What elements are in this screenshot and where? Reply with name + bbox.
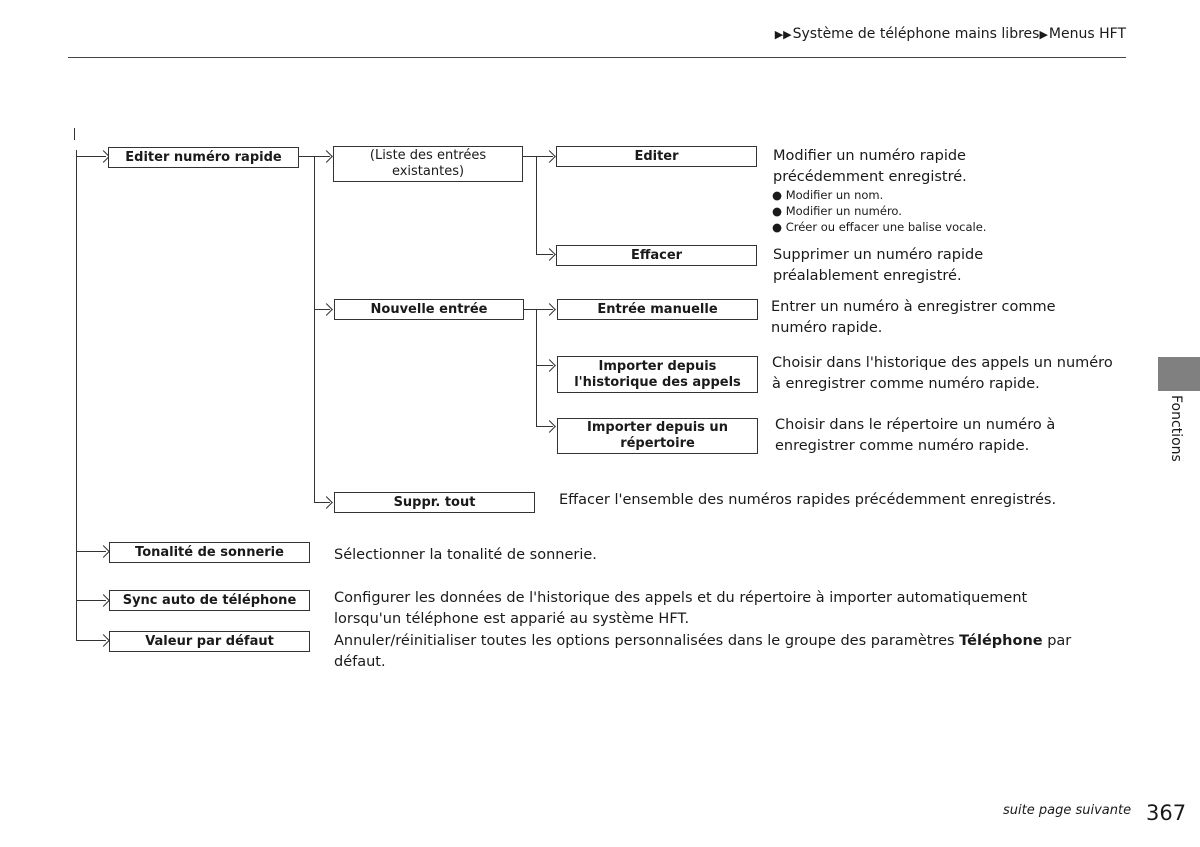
menu-label: Valeur par défaut [145, 633, 274, 649]
description-text: par défaut. [334, 633, 1072, 670]
arrow-icon [543, 150, 556, 163]
manual-entry-description: Entrer un numéro à enregistrer comme numéro rapide. [771, 299, 1056, 336]
menu-box-default [109, 631, 310, 652]
menu-label: Tonalité de sonnerie [135, 544, 284, 560]
delete-all-description: Effacer l'ensemble des numéros rapides précédemment enregistrés. [559, 492, 1057, 508]
triangle-icon: ▶▶ [774, 28, 792, 41]
header-divider [68, 57, 1126, 58]
arrow-icon [543, 420, 556, 433]
list-item [772, 187, 1072, 203]
menu-label: Editer numéro rapide [125, 149, 282, 165]
bullet-icon: ● [772, 188, 786, 202]
import-call-history-description: Choisir dans l'historique des appels un numéro à enregistrer comme numéro rapide. [772, 355, 1113, 392]
menu-box-auto-sync [109, 590, 310, 611]
import-phonebook-description: Choisir dans le répertoire un numéro à enregistrer comme numéro rapide. [775, 417, 1056, 454]
menu-box-edit-speed-dial [108, 147, 299, 168]
menu-label: Importer depuis l'historique des appels [574, 358, 741, 390]
bullet-text: Créer ou effacer une balise vocale. [785, 220, 987, 234]
list-item [772, 219, 1072, 235]
menu-box-manual-entry [557, 299, 758, 320]
arrow-icon [320, 303, 333, 316]
menu-box-new-entry [334, 299, 524, 320]
arrow-icon [97, 594, 110, 607]
bullet-text: Modifier un numéro. [785, 204, 902, 218]
breadcrumb [775, 26, 1126, 42]
ringtone-description: Sélectionner la tonalité de sonnerie. [334, 547, 597, 563]
triangle-icon: ▶ [1039, 28, 1048, 41]
page-number: 367 [1146, 801, 1187, 825]
edit-description: Modifier un numéro rapide précédemment enregistré. [773, 148, 967, 185]
continued-note: suite page suivante [1003, 803, 1132, 818]
menu-label: Editer [634, 148, 679, 164]
arrow-icon [543, 303, 556, 316]
menu-label: Importer depuis un répertoire [587, 420, 728, 451]
section-tab [1158, 357, 1200, 391]
arrow-icon [543, 359, 556, 372]
bullet-icon: ● [772, 204, 786, 218]
bullet-icon: ● [772, 220, 786, 234]
menu-label: Suppr. tout [393, 494, 476, 510]
menu-label: Nouvelle entrée [370, 301, 488, 317]
menu-box-ringtone [109, 542, 310, 563]
menu-label: Sync auto de téléphone [122, 592, 297, 608]
menu-box-import-phonebook [557, 418, 758, 454]
menu-label: (Liste des entrées existantes) [369, 148, 487, 179]
auto-sync-description: Configurer les données de l'historique des appels et du répertoire à importer automatiquement lorsqu'un téléphone est apparié au système HFT. [334, 590, 1028, 627]
section-label: Fonctions [1168, 395, 1184, 462]
delete-description: Supprimer un numéro rapide préalablement enregistré. [773, 247, 984, 284]
breadcrumb-item: Système de téléphone mains libres [792, 26, 1040, 42]
menu-box-delete [556, 245, 757, 266]
menu-label: Effacer [630, 247, 683, 263]
arrow-icon [543, 248, 556, 261]
description-text: Annuler/réinitialiser toutes les options personnalisées dans le groupe des paramètres [334, 633, 960, 649]
menu-box-import-call-history [557, 356, 758, 393]
default-description [334, 631, 1114, 673]
breadcrumb-item: Menus HFT [1048, 26, 1126, 42]
arrow-icon [97, 545, 110, 558]
menu-box-edit [556, 146, 757, 167]
list-item [772, 203, 1072, 219]
arrow-icon [97, 634, 110, 647]
arrow-icon [320, 496, 333, 509]
menu-label: Entrée manuelle [597, 301, 718, 317]
menu-box-existing-entries [333, 146, 523, 182]
arrow-icon [320, 150, 333, 163]
description-bold: Téléphone [959, 633, 1043, 649]
edit-bullet-list [772, 187, 1072, 235]
bullet-text: Modifier un nom. [785, 188, 884, 202]
menu-box-delete-all [334, 492, 535, 513]
